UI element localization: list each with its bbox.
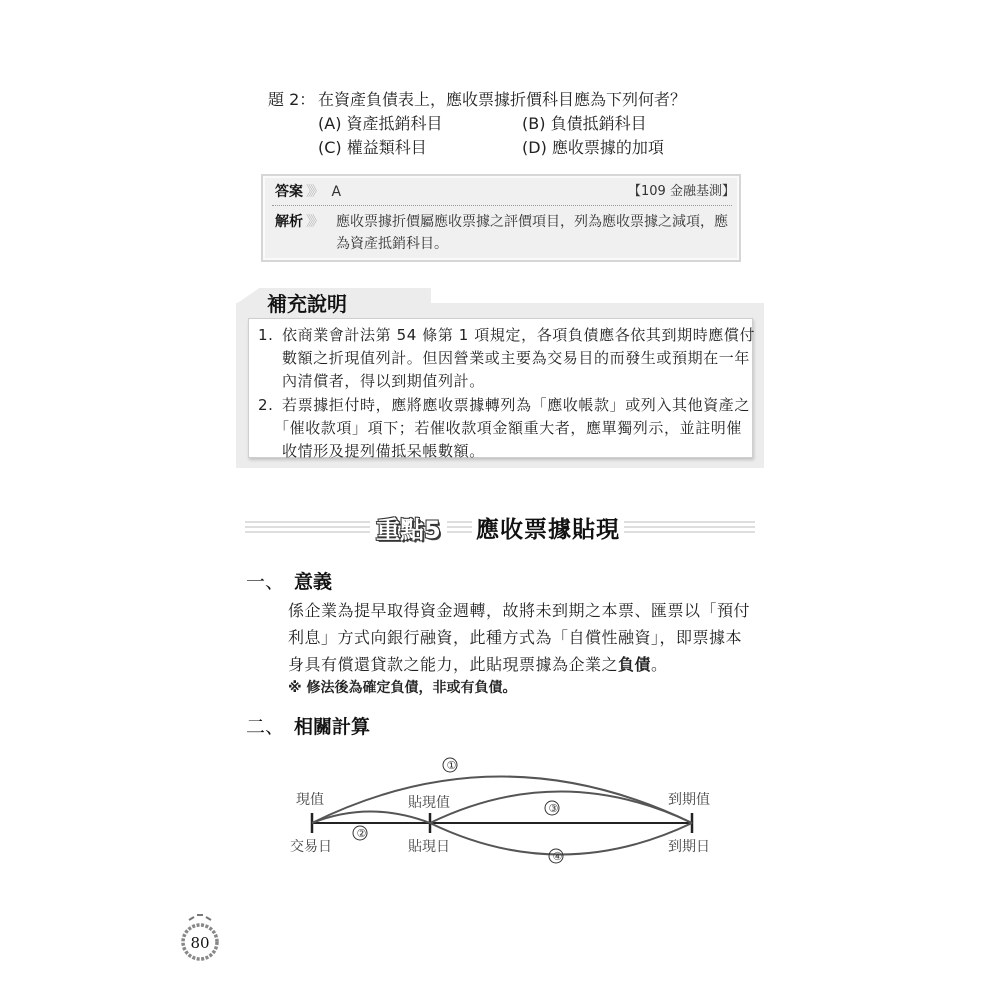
divider	[272, 205, 732, 206]
page-number-badge	[175, 912, 225, 964]
analysis-line: 應收票據折價屬應收票據之評價項目，列為應收票據之減項，應	[336, 214, 728, 230]
supplement-item-2	[258, 394, 750, 463]
option-d	[522, 136, 664, 160]
item-line: 數額之折現值列計。但因營業或主要為交易目的而發生或預期在一年	[282, 349, 751, 367]
date-label: 貼現日	[408, 839, 450, 855]
value-label: 貼現值	[408, 795, 450, 811]
option-text: 應收票據的加項	[551, 138, 664, 157]
analysis-label: 解析	[275, 214, 303, 230]
double-chevron-icon: 》》	[306, 214, 321, 230]
arc-label-2: ②	[356, 827, 367, 840]
option-key: (A)	[318, 114, 342, 133]
item-line: 依商業會計法第 54 條第 1 項規定，各項負債應各依其到期時應償付	[282, 326, 756, 344]
arc-2	[312, 812, 430, 824]
page-number: 80	[190, 934, 210, 952]
arc-label-4: ④	[552, 850, 563, 863]
paragraph-line	[288, 651, 758, 678]
value-label: 到期值	[668, 792, 710, 808]
arc-label-3: ③	[548, 802, 559, 815]
double-chevron-icon: 》》	[306, 184, 321, 200]
part1-note: ※ 修法後為確定負債，非或有負債。	[288, 680, 517, 696]
analysis-line: 為資產抵銷科目。	[336, 236, 448, 252]
stopwatch-tick	[189, 917, 194, 920]
paragraph-line: 係企業為提早取得資金週轉，故將未到期之本票、匯票以「預付	[288, 601, 751, 620]
discount-timeline-diagram	[270, 740, 730, 880]
question-label: 題 2：	[268, 90, 316, 109]
item-line: 「催收款項」項下；若催收款項金額重大者，應單獨列示，並註明催	[274, 419, 743, 437]
part1-heading	[246, 567, 332, 594]
option-key: (B)	[522, 114, 546, 133]
arc-label-1: ①	[446, 759, 457, 772]
section-title: 應收票據貼現	[472, 511, 624, 544]
item-number: 1.	[258, 326, 274, 344]
answer-label: 答案	[275, 184, 303, 200]
arc-3	[430, 792, 692, 824]
part2-heading	[246, 712, 370, 739]
part-number: 一、	[246, 571, 285, 593]
date-label: 交易日	[290, 839, 332, 855]
part-number: 二、	[246, 716, 285, 738]
answer-source: 【109 金融基測】	[628, 184, 735, 199]
option-a	[318, 112, 443, 136]
analysis-text	[336, 211, 736, 255]
supplement-item-1	[258, 324, 755, 393]
answer-value: A	[331, 184, 342, 200]
option-key: (D)	[522, 138, 547, 157]
item-number: 2.	[258, 396, 274, 414]
part-title: 意義	[294, 571, 333, 593]
option-text: 權益類科目	[346, 138, 427, 157]
item-line: 若票據拒付時，應將應收票據轉列為「應收帳款」或列入其他資產之	[282, 396, 751, 414]
question-text: 在資產負債表上，應收票據折價科目應為下列何者？	[318, 90, 687, 109]
option-b	[522, 112, 647, 136]
key-point-badge: 重點5	[370, 510, 447, 545]
stopwatch-tick	[206, 917, 211, 920]
part1-paragraph	[288, 597, 758, 678]
item-line: 內清償者，得以到期值列計。	[282, 372, 485, 390]
option-text: 負債抵銷科目	[550, 114, 647, 133]
analysis-label-row	[275, 211, 327, 233]
value-label: 現值	[296, 792, 324, 808]
emphasis: 負債	[618, 655, 652, 674]
answer-row	[275, 181, 341, 203]
item-line: 收情形及提列備抵呆帳數額。	[282, 442, 485, 460]
paragraph-line: 利息」方式向銀行融資，此種方式為「自償性融資」，即票據本	[288, 628, 743, 647]
part-title: 相關計算	[294, 716, 371, 738]
supplement-title: 補充說明	[267, 292, 347, 316]
option-key: (C)	[318, 138, 342, 157]
date-label: 到期日	[668, 839, 710, 855]
arc-1	[312, 777, 692, 824]
option-text: 資產抵銷科目	[346, 114, 443, 133]
option-c	[318, 136, 427, 160]
text: 身具有償還貸款之能力，此貼現票據為企業之	[288, 655, 619, 674]
text: 。	[651, 655, 668, 674]
